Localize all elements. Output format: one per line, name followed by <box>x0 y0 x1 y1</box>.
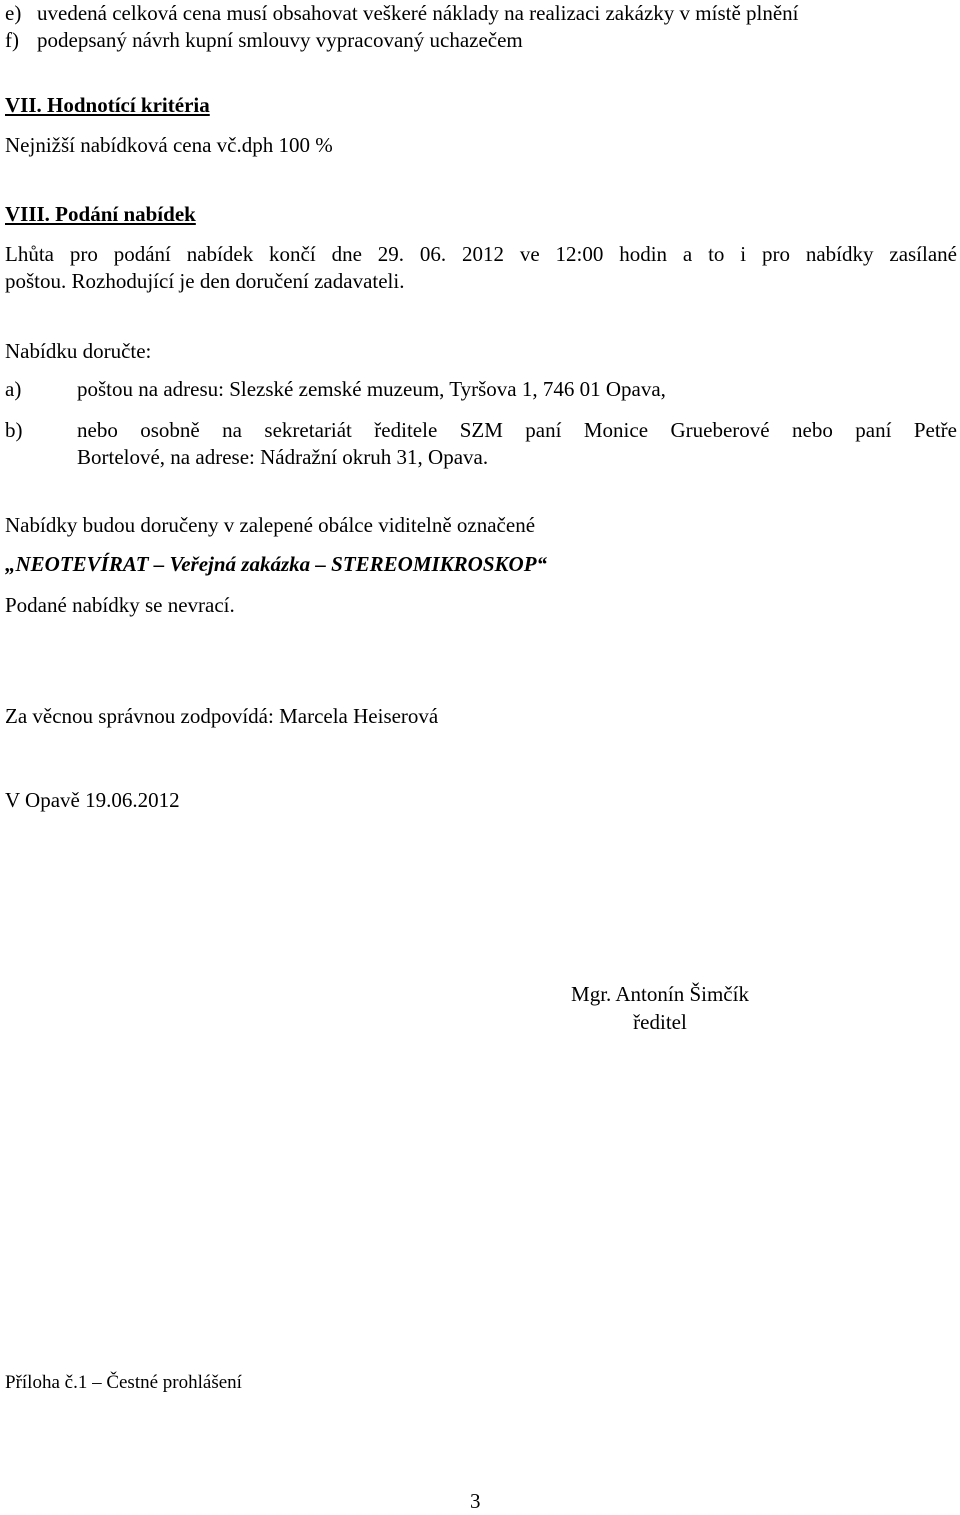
item-e-marker: e) <box>5 1 22 25</box>
item-f-marker: f) <box>5 28 19 52</box>
return-note: Podané nabídky se nevrací. <box>5 593 235 617</box>
envelope-open-quote: „ <box>5 552 16 576</box>
envelope-marking <box>5 551 547 578</box>
section8-para-line2: poštou. Rozhodující je den doručení zadavateli. <box>5 269 405 293</box>
place-date: V Opavě 19.06.2012 <box>5 788 180 812</box>
page-number: 3 <box>470 1489 481 1513</box>
delivery-b-line2: Bortelové, na adrese: Nádražní okruh 31, Opava. <box>77 445 489 469</box>
delivery-b-line1: nebo osobně na sekretariát ředitele SZM paní Monice Grueberové nebo paní Petře <box>77 418 957 442</box>
delivery-a-text: poštou na adresu: Slezské zemské muzeum, Tyršova 1, 746 01 Opava, <box>77 377 666 401</box>
signature-role: ředitel <box>633 1010 687 1034</box>
section8-heading: VIII. Podání nabídek <box>5 202 196 226</box>
section7-heading: VII. Hodnotící kritéria <box>5 93 210 117</box>
envelope-line: Nabídky budou doručeny v zalepené obálce viditelně označené <box>5 513 536 537</box>
item-e-text: uvedená celková cena musí obsahovat veškeré náklady na realizaci zakázky v místě plnění <box>37 1 799 25</box>
envelope-label: NEOTEVÍRAT – Veřejná zakázka – STEREOMIKROSKOP <box>15 552 537 576</box>
delivery-a-marker: a) <box>5 377 22 401</box>
signature-name: Mgr. Antonín Šimčík <box>571 982 749 1006</box>
item-f-text: podepsaný návrh kupní smlouvy vypracovaný uchazečem <box>37 28 523 52</box>
delivery-intro: Nabídku doručte: <box>5 339 152 363</box>
section7-text: Nejnižší nabídková cena vč.dph 100 % <box>5 133 333 157</box>
delivery-b-marker: b) <box>5 418 23 442</box>
envelope-close-quote: “ <box>536 552 548 576</box>
responsible-person: Za věcnou správnou zodpovídá: Marcela Heiserová <box>5 704 439 728</box>
section8-para-line1: Lhůta pro podání nabídek končí dne 29. 06. 2012 ve 12:00 hodin a to i pro nabídky zasílané <box>5 242 957 266</box>
attachment-note: Příloha č.1 – Čestné prohlášení <box>5 1372 242 1393</box>
